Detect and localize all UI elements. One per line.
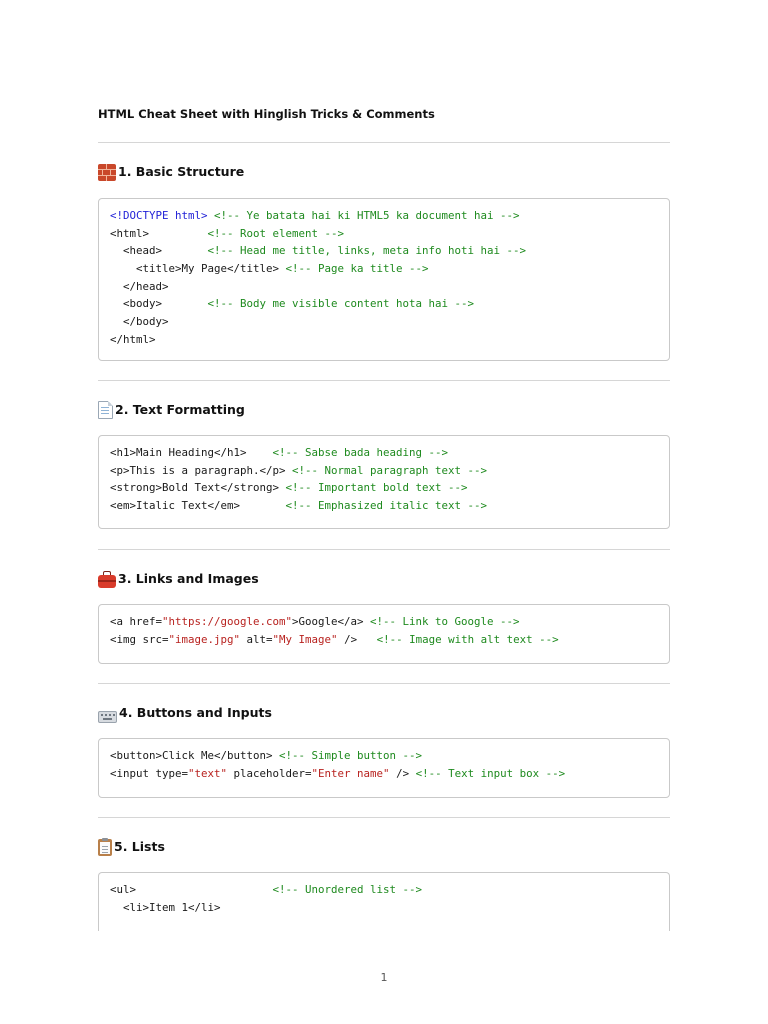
code-text: <input type= xyxy=(110,766,189,780)
code-comment: <!-- Root element --> xyxy=(207,226,345,240)
section-title: 1. Basic Structure xyxy=(118,164,245,179)
code-attribute-value: "https://google.com" xyxy=(162,615,293,628)
code-line xyxy=(110,242,669,260)
section-title: 2. Text Formatting xyxy=(115,402,245,417)
code-text: </head> xyxy=(110,279,169,293)
section-heading-basic-structure xyxy=(98,162,244,182)
section-heading-buttons-and-inputs xyxy=(98,703,272,723)
section-heading-text-formatting xyxy=(98,400,245,420)
code-line xyxy=(110,613,669,631)
code-attribute-value: "My Image" xyxy=(272,632,338,646)
code-comment: <!-- Simple button --> xyxy=(279,749,423,762)
code-line xyxy=(110,295,669,313)
code-line xyxy=(110,225,669,243)
code-line xyxy=(110,444,669,462)
code-line xyxy=(110,765,669,783)
clipboard-icon xyxy=(98,839,112,856)
code-comment: <!-- Sabse bada heading --> xyxy=(272,446,449,459)
code-text: placeholder= xyxy=(227,766,312,780)
code-attribute-value: "Enter name" xyxy=(311,766,390,780)
code-comment: <!-- Text input box --> xyxy=(415,766,566,780)
code-text: <title>My Page</title> xyxy=(110,262,286,276)
code-text: <ul> xyxy=(110,883,273,896)
code-line xyxy=(110,479,669,497)
section-heading-lists xyxy=(98,837,165,857)
code-text: >Google</a> xyxy=(292,615,371,628)
code-comment: <!-- Unordered list --> xyxy=(272,883,423,896)
code-attribute-value: "image.jpg" xyxy=(168,632,241,646)
code-line xyxy=(110,207,669,225)
code-line xyxy=(110,278,669,296)
code-line xyxy=(110,881,669,899)
code-line xyxy=(110,331,669,349)
code-line xyxy=(110,497,669,515)
code-text: <button>Click Me</button> xyxy=(110,749,280,762)
code-line xyxy=(110,260,669,278)
divider xyxy=(98,683,670,684)
divider xyxy=(98,817,670,818)
code-block-text-formatting xyxy=(98,435,670,529)
code-line xyxy=(110,313,669,331)
code-line xyxy=(110,899,669,917)
code-line xyxy=(110,747,669,765)
toolbox-icon xyxy=(98,575,116,588)
code-text: /> xyxy=(337,632,377,646)
code-line xyxy=(110,631,669,649)
document-title: HTML Cheat Sheet with Hinglish Tricks & Comments xyxy=(98,107,435,121)
keyboard-icon xyxy=(98,711,117,723)
code-text: <body> xyxy=(110,297,208,311)
code-attribute-value: "text" xyxy=(188,766,228,780)
section-heading-links-and-images xyxy=(98,569,259,589)
code-block-lists xyxy=(98,872,670,931)
page-number: 1 xyxy=(380,971,388,984)
code-text: /> xyxy=(389,766,416,780)
brick-icon xyxy=(98,164,116,181)
code-text: <html> xyxy=(110,226,208,240)
section-title: 4. Buttons and Inputs xyxy=(119,705,272,720)
code-text: </html> xyxy=(110,332,156,346)
code-comment: <!-- Important bold text --> xyxy=(285,481,468,495)
section-title: 5. Lists xyxy=(114,839,165,854)
code-block-buttons-and-inputs xyxy=(98,738,670,798)
code-comment: <!-- Head me title, links, meta info hoti hai --> xyxy=(207,244,527,258)
page-icon xyxy=(98,401,113,419)
divider xyxy=(98,380,670,381)
divider xyxy=(98,549,670,550)
code-text: <a href= xyxy=(110,615,163,628)
code-comment: <!-- Link to Google --> xyxy=(370,615,520,628)
code-comment: <!-- Emphasized italic text --> xyxy=(285,499,488,513)
code-comment: <!-- Page ka title --> xyxy=(285,262,429,276)
code-text: <p>This is a paragraph.</p> xyxy=(110,463,293,477)
code-text: alt= xyxy=(240,632,273,646)
code-text: <h1>Main Heading</h1> xyxy=(110,446,273,459)
divider xyxy=(98,142,670,143)
code-comment: <!-- Image with alt text --> xyxy=(376,632,559,646)
section-title: 3. Links and Images xyxy=(118,571,259,586)
code-text: </body> xyxy=(110,315,169,329)
code-text: <strong>Bold Text</strong> xyxy=(110,481,286,495)
code-block-basic-structure xyxy=(98,198,670,361)
code-comment: <!-- Body me visible content hota hai --> xyxy=(207,297,475,311)
code-text: <li>Item 1</li> xyxy=(110,900,221,914)
code-line xyxy=(110,462,669,480)
code-doctype: <!DOCTYPE html> xyxy=(110,209,208,222)
code-text: <head> xyxy=(110,244,208,258)
code-text: <em>Italic Text</em> xyxy=(110,499,286,513)
code-comment: <!-- Ye batata hai ki HTML5 ka document hai --> xyxy=(214,209,520,222)
code-comment: <!-- Normal paragraph text --> xyxy=(292,463,488,477)
code-block-links-and-images xyxy=(98,604,670,664)
code-text: <img src= xyxy=(110,632,169,646)
